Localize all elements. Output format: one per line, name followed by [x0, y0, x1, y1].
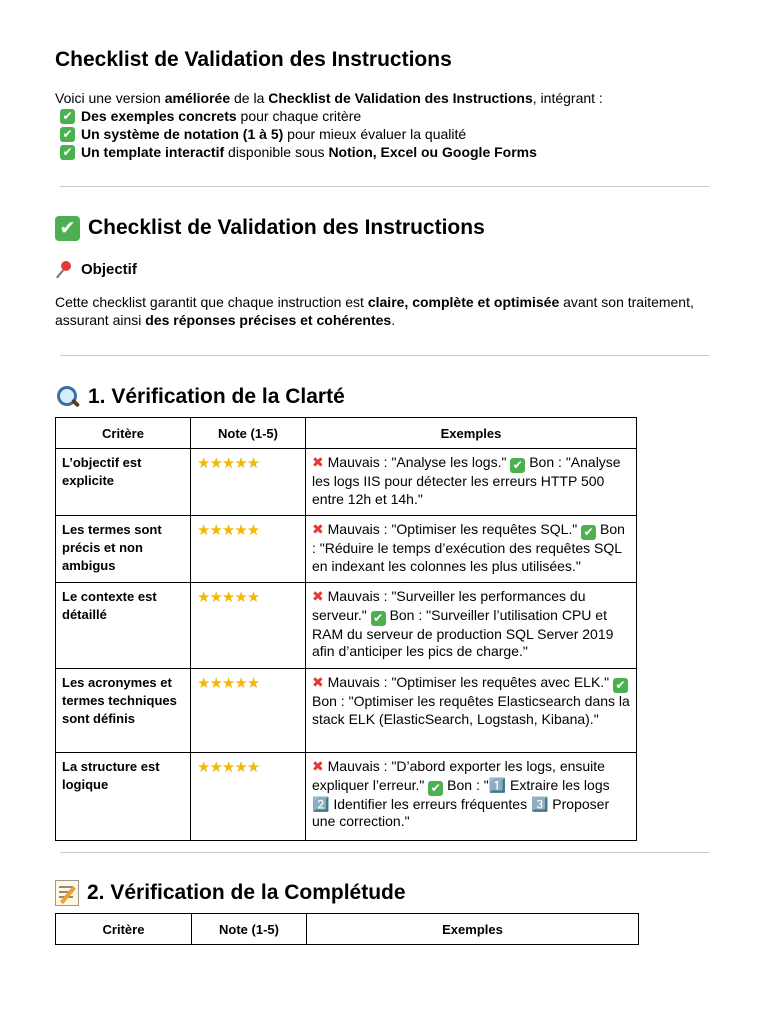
example-cell	[306, 753, 637, 841]
good-example: "1️⃣ Extraire les logs 2️⃣ Identifier les erreurs fréquentes 3️⃣ Proposer une correction."	[312, 776, 610, 829]
good-example: "Réduire le temps d’exécution des requêtes SQL en indexant les colonnes les plus utilisées."	[312, 540, 622, 574]
clarity-table	[55, 417, 637, 841]
cross-icon: ✖	[312, 675, 324, 691]
intro-item-bold: Notion, Excel ou Google Forms	[328, 144, 537, 160]
stars-icon: ★★★★★	[197, 521, 260, 539]
star-rating[interactable]	[191, 669, 306, 753]
intro-item-text	[81, 125, 466, 143]
objective-text: Cette checklist garantit que chaque instruction est	[55, 294, 368, 310]
objective-bold: claire, complète et optimisée	[367, 294, 560, 310]
intro-text: , intégrant :	[532, 90, 603, 106]
col-header-note: Note (1-5)	[191, 418, 306, 449]
intro-item-bold: Des exemples concrets	[81, 108, 237, 124]
bad-example: "Surveiller les performances du serveur."	[312, 588, 586, 623]
good-label: Bon :	[529, 454, 562, 470]
good-example: "Surveiller l’utilisation CPU et RAM du serveur de production SQL Server 2019 afin d’anticiper les pics de charge."	[312, 606, 614, 659]
star-rating[interactable]	[191, 516, 306, 583]
objective-bold: des réponses précises et cohérentes	[145, 312, 392, 328]
intro-item	[55, 143, 715, 161]
divider	[60, 852, 709, 853]
bad-label: Mauvais :	[327, 588, 388, 604]
intro-item-text	[81, 143, 537, 161]
divider	[60, 186, 709, 187]
good-label: Bon :	[312, 693, 345, 709]
good-example: "Analyse les logs IIS pour détecter les erreurs HTTP 500 entre 12h et 14h."	[312, 454, 621, 507]
intro-item	[55, 107, 715, 125]
intro-item-rest: disponible sous	[224, 144, 329, 160]
table-row	[56, 583, 637, 669]
good-label: Bon :	[447, 776, 480, 793]
stars-icon: ★★★★★	[197, 454, 260, 472]
page-title: Checklist de Validation des Instructions	[55, 48, 452, 71]
intro-item-rest: pour chaque critère	[236, 108, 362, 124]
bad-example: "D’abord exporter les logs, ensuite expliquer l’erreur."	[312, 758, 605, 793]
cross-icon: ✖	[312, 589, 324, 605]
cross-icon: ✖	[312, 522, 324, 538]
table-row	[56, 669, 637, 753]
pushpin-icon	[55, 260, 75, 280]
example-cell	[306, 583, 637, 669]
objective-paragraph	[55, 293, 715, 329]
col-header-critere: Critère	[56, 418, 191, 449]
section1-title-text: 1. Vérification de la Clarté	[88, 385, 345, 408]
intro	[55, 89, 715, 161]
intro-item-rest: pour mieux évaluer la qualité	[283, 126, 467, 142]
table-row	[56, 449, 637, 516]
check-icon: ✔	[371, 611, 386, 626]
objective-heading	[55, 260, 137, 280]
objective-text: .	[391, 312, 396, 328]
col-header-critere: Critère	[56, 914, 192, 945]
example-cell	[306, 669, 637, 753]
intro-paragraph	[55, 89, 715, 107]
memo-icon	[55, 880, 79, 906]
intro-bold: améliorée	[164, 90, 231, 106]
col-header-exemples: Exemples	[306, 418, 637, 449]
check-icon: ✔	[613, 678, 628, 693]
intro-text: Voici une version	[55, 90, 165, 106]
section1-title	[55, 384, 345, 410]
good-example: "Optimiser les requêtes Elasticsearch dans la stack ELK (ElasticSearch, Logstash, Kibana)."	[312, 693, 630, 727]
check-icon: ✔	[60, 145, 75, 160]
objective-heading-text: Objectif	[81, 261, 137, 278]
completeness-table	[55, 913, 639, 945]
magnifier-icon	[55, 384, 81, 410]
check-icon: ✔	[55, 216, 80, 241]
example-cell	[306, 516, 637, 583]
intro-item	[55, 125, 715, 143]
good-label: Bon :	[389, 606, 423, 623]
star-rating[interactable]	[191, 753, 306, 841]
section2-title-text: 2. Vérification de la Complétude	[87, 881, 406, 904]
section-title-text: Checklist de Validation des Instructions	[88, 216, 485, 239]
table-row	[56, 753, 637, 841]
stars-icon: ★★★★★	[197, 588, 260, 606]
table-header-row	[56, 418, 637, 449]
intro-text: de la	[230, 90, 269, 106]
table-header-row	[56, 914, 639, 945]
intro-item-bold: Un template interactif	[81, 144, 225, 160]
col-header-exemples: Exemples	[307, 914, 639, 945]
check-icon: ✔	[510, 458, 525, 473]
bad-label: Mauvais :	[327, 674, 388, 690]
table-row	[56, 516, 637, 583]
bad-example: "Analyse les logs."	[391, 454, 507, 470]
stars-icon: ★★★★★	[197, 758, 260, 776]
intro-item-bold: Un système de notation (1 à 5)	[81, 126, 284, 142]
critere-cell: L’objectif est explicite	[56, 449, 191, 516]
intro-bold: Checklist de Validation des Instructions	[268, 90, 533, 106]
star-rating[interactable]	[191, 583, 306, 669]
bad-example: "Optimiser les requêtes avec ELK."	[391, 674, 610, 690]
stars-icon: ★★★★★	[197, 674, 260, 692]
bad-example: "Optimiser les requêtes SQL."	[391, 521, 578, 537]
bad-label: Mauvais :	[327, 521, 388, 537]
star-rating[interactable]	[191, 449, 306, 516]
critere-cell: Les termes sont précis et non ambigus	[56, 516, 191, 583]
check-icon: ✔	[60, 127, 75, 142]
cross-icon: ✖	[312, 759, 324, 775]
check-icon: ✔	[581, 525, 596, 540]
bad-label: Mauvais :	[327, 454, 388, 470]
critere-cell: Les acronymes et termes techniques sont définis	[56, 669, 191, 753]
section-title	[55, 215, 485, 241]
divider	[60, 355, 709, 356]
critere-cell: La structure est logique	[56, 753, 191, 841]
good-label: Bon :	[312, 521, 625, 556]
objective-text: avant son traitement, assurant ainsi	[55, 294, 694, 328]
section2-title	[55, 880, 406, 906]
check-icon: ✔	[428, 781, 443, 796]
intro-item-text	[81, 107, 361, 125]
example-cell	[306, 449, 637, 516]
col-header-note: Note (1-5)	[192, 914, 307, 945]
bad-label: Mauvais :	[327, 758, 388, 774]
check-icon: ✔	[60, 109, 75, 124]
cross-icon: ✖	[312, 455, 324, 471]
critere-cell: Le contexte est détaillé	[56, 583, 191, 669]
